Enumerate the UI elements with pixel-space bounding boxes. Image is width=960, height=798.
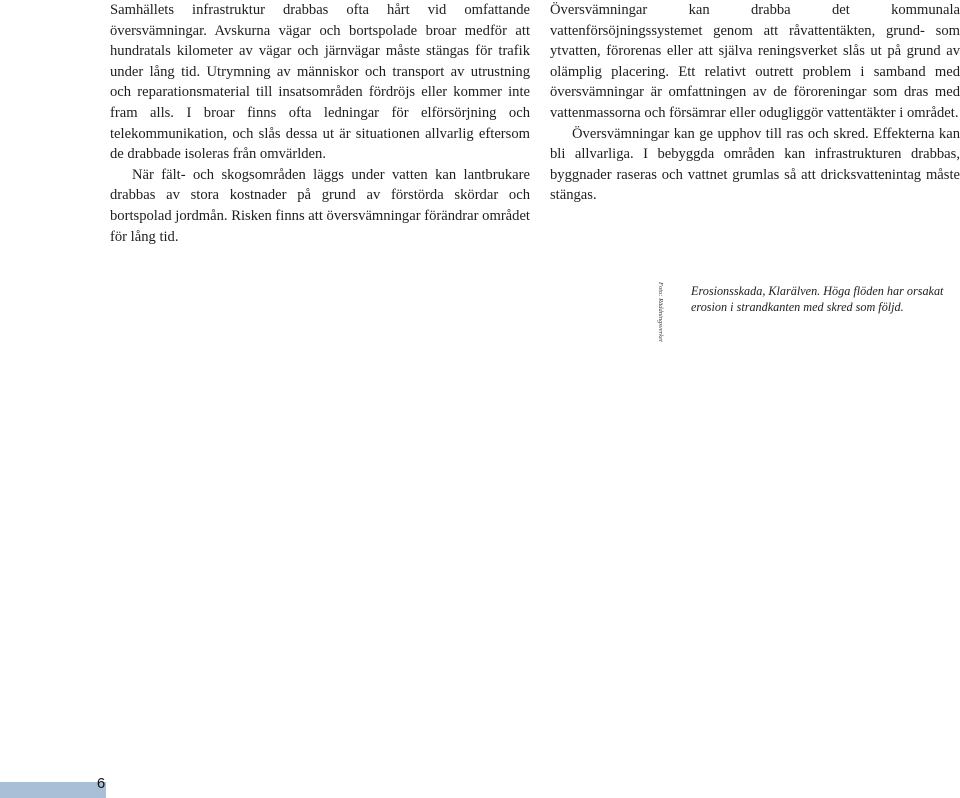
body-paragraph: Samhällets infrastruktur drabbas ofta hårt vid omfattande översvämningar. Avskurna vägar och bortspolade broar medför att hundratals kilometer av vägar och järnvägar måste stängas för trafik under lång tid. Utrymning av människor och transport av utrustning och reparationsmaterial till insatsområden fördröjs eller kommer inte fram alls. I broar finns ofta ledningar för elförsörjning och telekommunikation, och slås dessa ut är situationen allvarlig eftersom de drabbade isoleras från omvärlden. [110, 2, 530, 163]
right-text-column [550, 0, 960, 206]
body-paragraph: När fält- och skogsområden läggs under vatten kan lantbrukare drabbas av stora kostnader på grund av förstörda skördar och bortspolad jordmån. Risken finns att översvämningar förändrar området för lång tid. [110, 166, 530, 245]
left-text-column [110, 0, 530, 247]
page-number: 6 [96, 775, 106, 792]
photo-credit: Foto: Räddningsverket [657, 282, 664, 342]
body-paragraph: Översvämningar kan drabba det kommunala vattenförsöjningssystemet genom att råvattentäkten, grund- som ytvatten, förorenas eller att själva reningsverket slås ut på grund av olämplig placering. Ett relativt outrett problem i samband med översvämningar är omfattningen av de föroreningar som dras med vattenmassorna och försämrar eller odugliggör vattentäkter i området. [550, 2, 960, 121]
figure-caption: Erosionsskada, Klarälven. Höga flöden har orsakat erosion i strandkanten med skred som följd. [691, 284, 944, 314]
body-paragraph: Översvämningar kan ge upphov till ras och skred. Effekterna kan bli allvarliga. I bebyggda områden kan infrastrukturen drabbas, byggnader raseras och vattnet grumlas så att dricksvattenintag måste stängas. [550, 125, 960, 204]
